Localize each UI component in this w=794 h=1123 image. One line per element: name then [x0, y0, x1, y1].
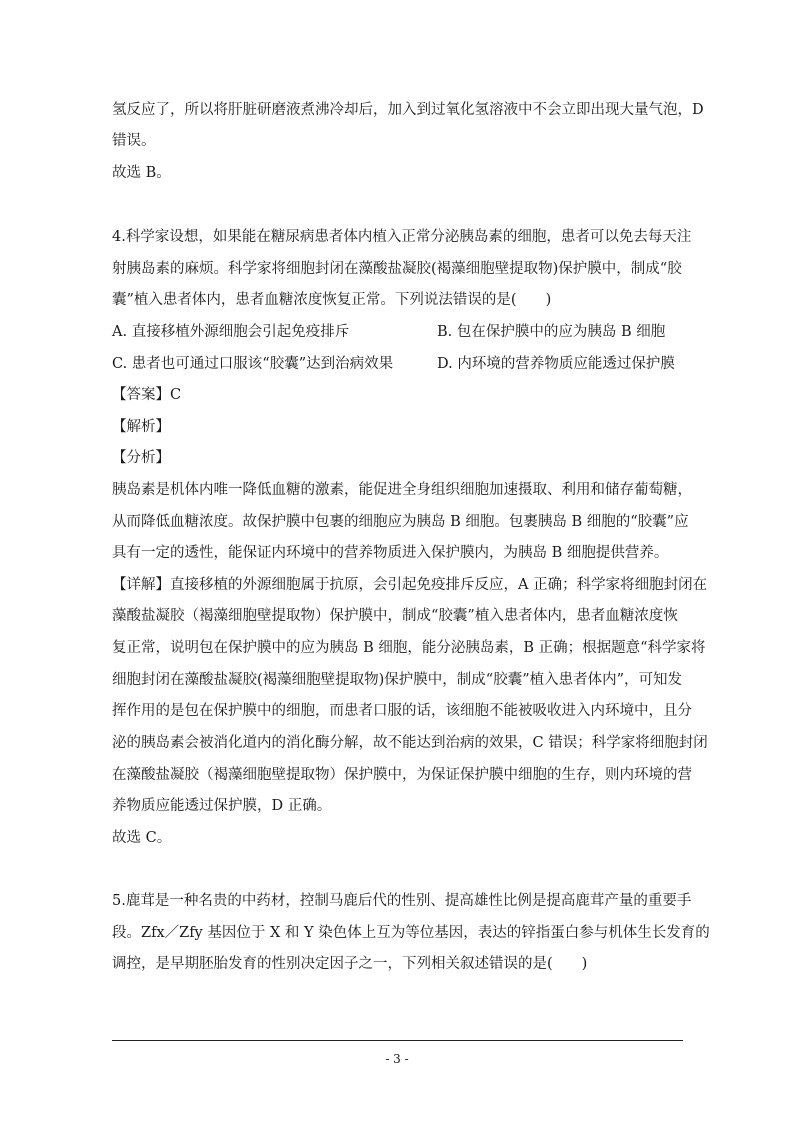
- prev-conclusion: 故选 B。: [112, 165, 171, 181]
- q4-analysis-line: 从而降低血糖浓度。故保护膜中包裹的细胞应为胰岛 B 细胞。包裹胰岛 B 细胞的“胶囊”应: [112, 514, 689, 530]
- q4-detail-line: 【详解】直接移植的外源细胞属于抗原，会引起免疫排斥反应，A 正确；科学家将细胞封闭在: [112, 577, 708, 593]
- q4-fenxi-heading: 【分析】: [112, 450, 170, 466]
- q4-analysis-line: 具有一定的透性，能保证内环境中的营养物质进入保护膜内，为胰岛 B 细胞提供营养。: [112, 545, 669, 561]
- q4-option-c: C. 患者也可通过口服该“胶囊”达到治病效果: [112, 356, 394, 372]
- q4-detail-line: 泌的胰岛素会被消化道内的消化酶分解，故不能达到治病的效果，C 错误；科学家将细胞封闭: [112, 735, 708, 751]
- q4-option-a: A. 直接移植外源细胞会引起免疫排斥: [112, 324, 350, 340]
- q4-answer: 【答案】C: [112, 387, 182, 403]
- prev-text-line: 错误。: [112, 133, 156, 149]
- q4-option-d: D. 内环境的营养物质应能透过保护膜: [437, 356, 675, 372]
- footer-divider: [112, 1040, 683, 1041]
- q4-detail-line: 养物质应能透过保护膜，D 正确。: [112, 798, 332, 814]
- q5-stem-line: 5.鹿茸是一种名贵的中药材，控制马鹿后代的性别、提高雄性比例是提高鹿茸产量的重要手: [112, 893, 692, 909]
- q4-analysis-line: 胰岛素是机体内唯一降低血糖的激素，能促进全身组织细胞加速摄取、利用和储存葡萄糖，: [112, 482, 692, 498]
- q4-detail-line: 挥作用的是包在保护膜中的细胞，而患者口服的话，该细胞不能被吸收进入内环境中，且分: [112, 703, 692, 719]
- q4-stem-line: 4.科学家设想，如果能在糖尿病患者体内植入正常分泌胰岛素的细胞，患者可以免去每天注: [112, 229, 692, 245]
- q4-stem-line: 射胰岛素的麻烦。科学家将细胞封闭在藻酸盐凝胶(褐藻细胞壁提取物)保护膜中，制成“胶: [112, 261, 682, 277]
- q5-stem-line: 段。Zfx／Zfy 基因位于 X 和 Y 染色体上互为等位基因，表达的锌指蛋白参与机体生长发育的: [112, 925, 710, 941]
- page-number: - 3 -: [385, 1052, 409, 1066]
- q4-conclusion: 故选 C。: [112, 830, 172, 846]
- q4-detail-line: 复正常，说明包在保护膜中的应为胰岛 B 细胞，能分泌胰岛素，B 正确；根据题意“科学家将: [112, 640, 706, 656]
- q4-detail-line: 在藻酸盐凝胶（褐藻细胞壁提取物）保护膜中，为保证保护膜中细胞的生存，则内环境的营: [112, 767, 692, 783]
- q4-detail-line: 细胞封闭在藻酸盐凝胶(褐藻细胞壁提取物)保护膜中，制成“胶囊”植入患者体内”，可知发: [112, 672, 683, 688]
- q4-stem-line: 囊”植入患者体内，患者血糖浓度恢复正常。下列说法错误的是( ): [112, 292, 552, 308]
- q4-option-b: B. 包在保护膜中的应为胰岛 B 细胞: [437, 324, 666, 340]
- q4-jiexi-heading: 【解析】: [112, 419, 170, 435]
- prev-text-line: 氢反应了，所以将肝脏研磨液煮沸冷却后，加入到过氧化氢溶液中不会立即出现大量气泡，D: [112, 102, 704, 118]
- q5-stem-line: 调控，是早期胚胎发育的性别决定因子之一，下列相关叙述错误的是( ): [112, 956, 588, 972]
- q4-detail-line: 藻酸盐凝胶（褐藻细胞壁提取物）保护膜中，制成“胶囊”植入患者体内，患者血糖浓度恢: [112, 608, 678, 624]
